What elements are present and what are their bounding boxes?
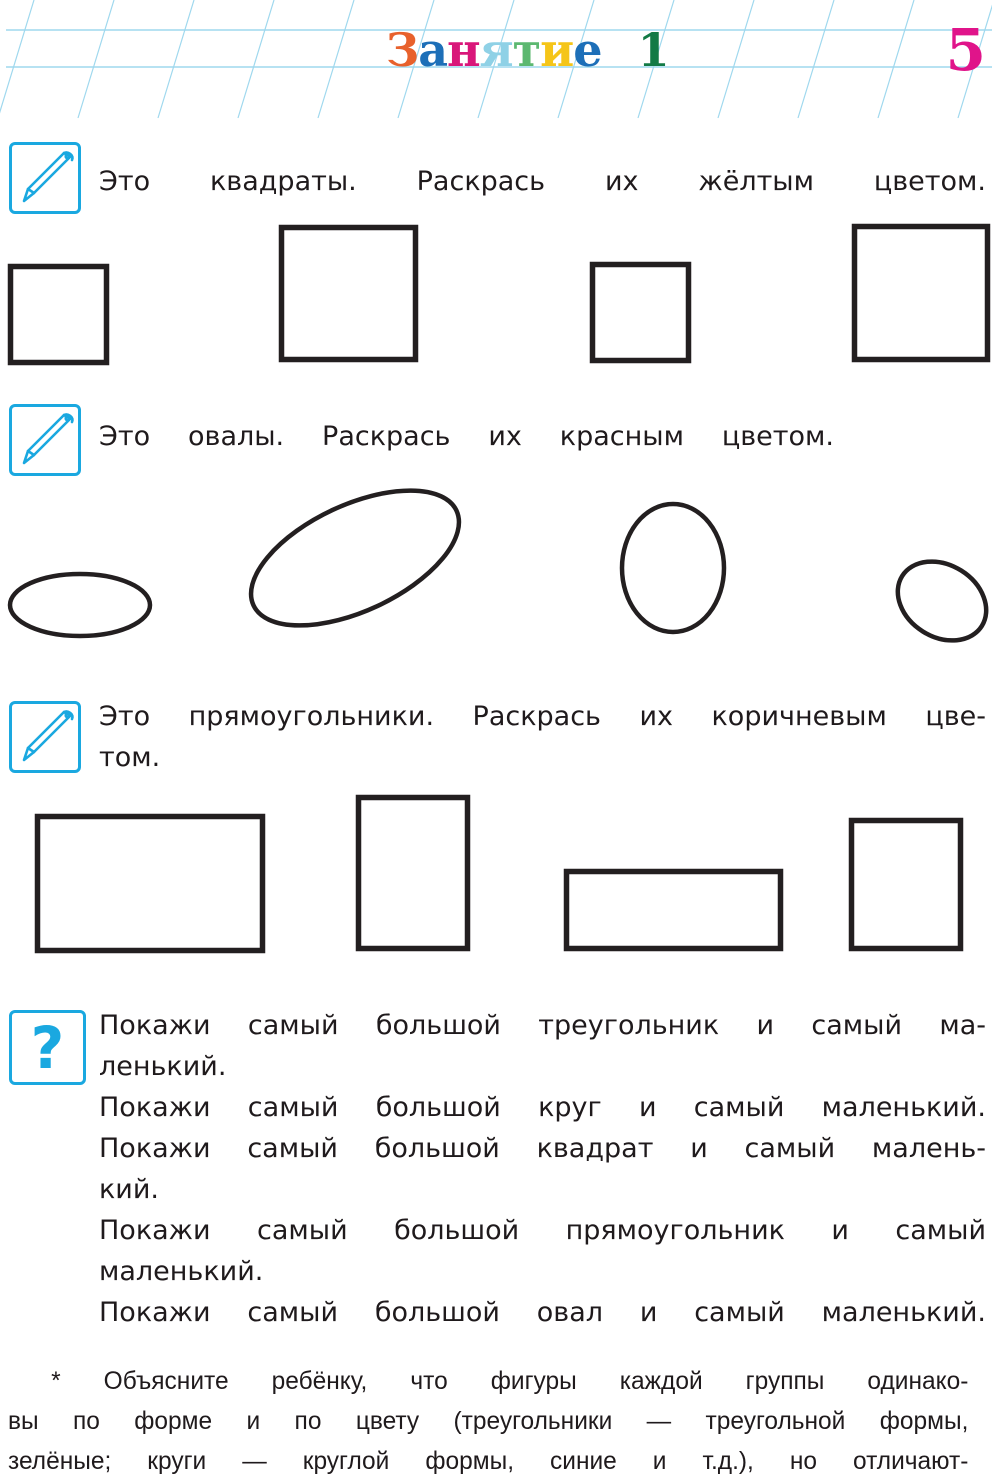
title-letter: е xyxy=(573,23,602,77)
oval-shape xyxy=(10,574,150,636)
rectangle-shape xyxy=(359,798,468,949)
oval-shape xyxy=(622,504,724,632)
title-letter: я xyxy=(479,23,513,77)
task-text-line: Это прямоугольники. Раскрась их коричневым цве- xyxy=(99,701,986,732)
question-line: маленький. xyxy=(99,1256,264,1287)
title-letter: а xyxy=(418,23,447,77)
title-letter: т xyxy=(512,23,541,77)
rectangle-shape xyxy=(852,821,961,949)
lesson-number: 1 xyxy=(637,23,669,77)
questions-list xyxy=(99,1005,986,1333)
task-text-line: том. xyxy=(99,742,161,773)
title-letter: З xyxy=(386,23,419,77)
rectangle-shape xyxy=(567,872,781,949)
square-shape xyxy=(11,267,107,363)
square-shape xyxy=(855,227,988,360)
question-line: Покажи самый большой круг и самый маленький. xyxy=(99,1092,986,1123)
task-text-line: Это овалы. Раскрась их красным цветом. xyxy=(99,421,834,452)
question-line: Покажи самый большой треугольник и самый ма- xyxy=(99,1010,986,1041)
page-number: 5 xyxy=(945,16,986,84)
parent-note xyxy=(8,1361,968,1481)
question-line: кий. xyxy=(99,1174,159,1205)
question-line: Покажи самый большой овал и самый маленький. xyxy=(99,1297,986,1328)
oval-shape xyxy=(231,463,479,654)
question-icon xyxy=(9,1010,86,1085)
note-line: зелёные; круги — круглой формы, синие и т.д.), но отличают- xyxy=(8,1447,969,1475)
title-letter: н xyxy=(447,23,480,77)
oval-shape xyxy=(883,546,992,657)
square-shape xyxy=(593,265,689,361)
task-text-line: Это квадраты. Раскрась их жёлтым цветом. xyxy=(99,166,986,197)
title-letter: и xyxy=(540,23,574,77)
square-shape xyxy=(282,228,416,360)
question-line: Покажи самый большой квадрат и самый малень- xyxy=(99,1133,986,1164)
note-line: вы по форме и по цвету (треугольники — треугольной формы, xyxy=(8,1407,969,1435)
question-line: ленький. xyxy=(99,1051,227,1082)
question-line: Покажи самый большой прямоугольник и самый xyxy=(99,1215,986,1246)
note-line: * Объясните ребёнку, что фигуры каждой группы одинако- xyxy=(51,1367,969,1395)
question-mark-glyph: ? xyxy=(30,1014,65,1082)
rectangle-shape xyxy=(38,817,263,951)
